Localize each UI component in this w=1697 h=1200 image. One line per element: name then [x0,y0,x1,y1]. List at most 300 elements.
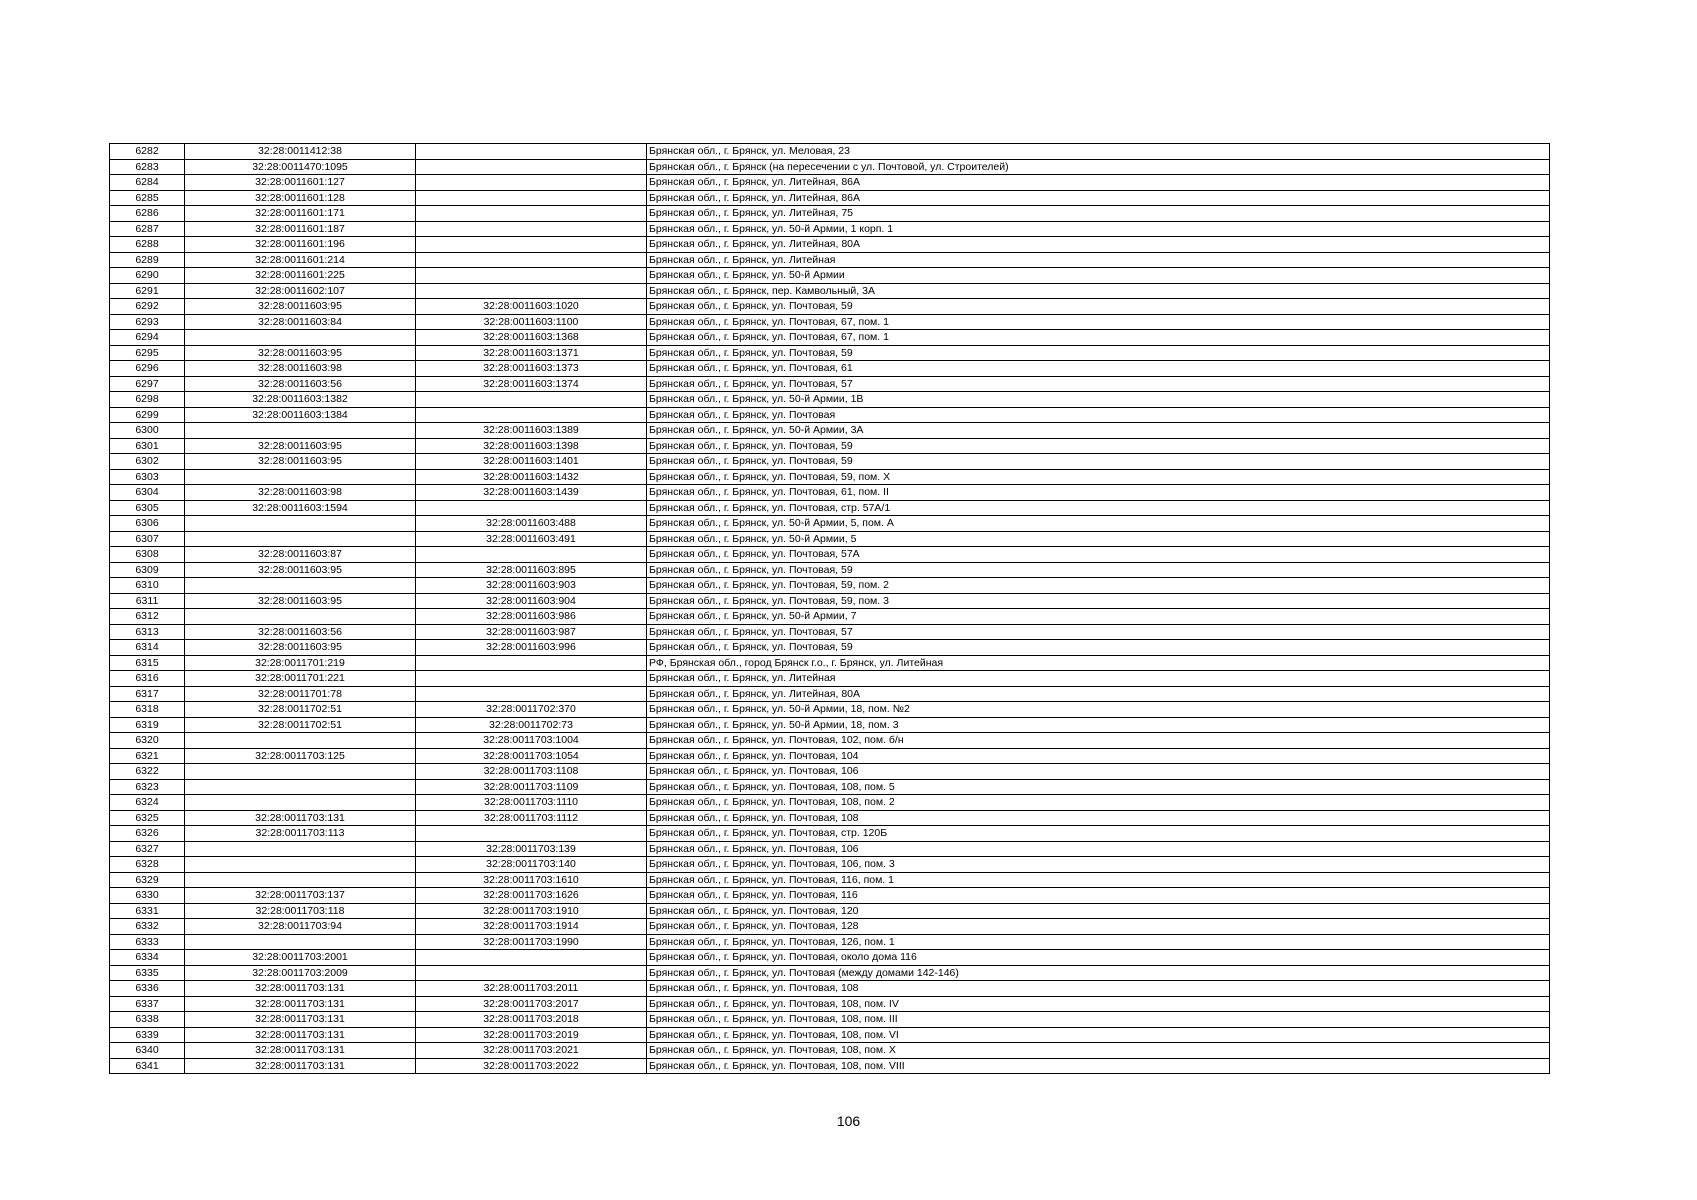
linked-cadastral-number-cell [416,221,647,237]
linked-cadastral-number-cell: 32:28:0011703:2018 [416,1012,647,1028]
linked-cadastral-number-cell [416,237,647,253]
table-row [110,376,1550,392]
linked-cadastral-number-cell: 32:28:0011703:2022 [416,1058,647,1074]
cadastral-number-cell: 32:28:0011703:131 [185,810,416,826]
row-number-cell: 6320 [110,733,185,749]
address-cell: Брянская обл., г. Брянск, ул. Почтовая, 106 [647,764,1550,780]
table-row [110,283,1550,299]
row-number-cell: 6298 [110,392,185,408]
address-cell: Брянская обл., г. Брянск, ул. Почтовая, 108 [647,810,1550,826]
cadastral-number-cell: 32:28:0011603:87 [185,547,416,563]
address-cell: Брянская обл., г. Брянск, ул. Почтовая, 59 [647,562,1550,578]
linked-cadastral-number-cell [416,655,647,671]
row-number-cell: 6299 [110,407,185,423]
cadastral-number-cell: 32:28:0011603:95 [185,299,416,315]
row-number-cell: 6290 [110,268,185,284]
row-number-cell: 6315 [110,655,185,671]
cadastral-number-cell: 32:28:0011603:98 [185,361,416,377]
linked-cadastral-number-cell: 32:28:0011603:903 [416,578,647,594]
address-cell: Брянская обл., г. Брянск, ул. Почтовая, 59, пом. 2 [647,578,1550,594]
table-row [110,717,1550,733]
address-cell: Брянская обл., г. Брянск, ул. Почтовая, 108 [647,981,1550,997]
linked-cadastral-number-cell [416,686,647,702]
row-number-cell: 6297 [110,376,185,392]
table-row [110,314,1550,330]
row-number-cell: 6287 [110,221,185,237]
address-cell: Брянская обл., г. Брянск, ул. Почтовая, 106, пом. 3 [647,857,1550,873]
address-cell: Брянская обл., г. Брянск, ул. 50-й Армии, 5, пом. А [647,516,1550,532]
row-number-cell: 6293 [110,314,185,330]
row-number-cell: 6296 [110,361,185,377]
row-number-cell: 6289 [110,252,185,268]
row-number-cell: 6323 [110,779,185,795]
linked-cadastral-number-cell: 32:28:0011603:1389 [416,423,647,439]
page-number: 106 [836,1113,861,1129]
cadastral-number-cell: 32:28:0011603:1594 [185,500,416,516]
address-cell: Брянская обл., г. Брянск, ул. Литейная, 75 [647,206,1550,222]
cadastral-number-cell: 32:28:0011703:2001 [185,950,416,966]
table-row [110,345,1550,361]
linked-cadastral-number-cell: 32:28:0011603:1398 [416,438,647,454]
table-row [110,531,1550,547]
address-cell: Брянская обл., г. Брянск, ул. Почтовая, 59, пом. 3 [647,593,1550,609]
linked-cadastral-number-cell: 32:28:0011603:1371 [416,345,647,361]
address-cell: Брянская обл., г. Брянск, ул. Литейная, 80А [647,237,1550,253]
row-number-cell: 6321 [110,748,185,764]
cadastral-number-cell: 32:28:0011412:38 [185,144,416,160]
address-cell: Брянская обл., г. Брянск, ул. Почтовая, 106 [647,841,1550,857]
linked-cadastral-number-cell [416,190,647,206]
linked-cadastral-number-cell: 32:28:0011603:1100 [416,314,647,330]
linked-cadastral-number-cell: 32:28:0011703:1914 [416,919,647,935]
table-row [110,144,1550,160]
cadastral-number-cell: 32:28:0011603:56 [185,376,416,392]
address-cell: Брянская обл., г. Брянск, ул. Почтовая, 59 [647,454,1550,470]
row-number-cell: 6295 [110,345,185,361]
row-number-cell: 6310 [110,578,185,594]
row-number-cell: 6283 [110,159,185,175]
row-number-cell: 6318 [110,702,185,718]
cadastral-number-cell: 32:28:0011703:131 [185,981,416,997]
linked-cadastral-number-cell: 32:28:0011603:996 [416,640,647,656]
cadastral-number-cell [185,779,416,795]
cadastral-number-cell: 32:28:0011703:131 [185,1027,416,1043]
table-row [110,919,1550,935]
cadastral-number-cell: 32:28:0011703:131 [185,1043,416,1059]
cadastral-number-cell [185,872,416,888]
cadastral-number-cell [185,795,416,811]
cadastral-number-cell: 32:28:0011701:219 [185,655,416,671]
table-row [110,500,1550,516]
address-cell: Брянская обл., г. Брянск, пер. Камвольный, 3А [647,283,1550,299]
cadastral-number-cell: 32:28:0011703:125 [185,748,416,764]
cadastral-number-cell: 32:28:0011603:98 [185,485,416,501]
cadastral-number-cell: 32:28:0011601:196 [185,237,416,253]
table-row [110,175,1550,191]
linked-cadastral-number-cell: 32:28:0011603:987 [416,624,647,640]
linked-cadastral-number-cell: 32:28:0011703:140 [416,857,647,873]
table-row [110,1058,1550,1074]
table-row [110,841,1550,857]
cadastral-number-cell [185,934,416,950]
cadastral-number-cell [185,764,416,780]
row-number-cell: 6340 [110,1043,185,1059]
linked-cadastral-number-cell: 32:28:0011603:904 [416,593,647,609]
table-row [110,299,1550,315]
address-cell: Брянская обл., г. Брянск, ул. Почтовая, 102, пом. б/н [647,733,1550,749]
table-row [110,454,1550,470]
row-number-cell: 6314 [110,640,185,656]
address-cell: Брянская обл., г. Брянск, ул. Литейная, 86А [647,190,1550,206]
table-row [110,1027,1550,1043]
table-row [110,221,1550,237]
cadastral-number-cell [185,423,416,439]
row-number-cell: 6286 [110,206,185,222]
cadastral-number-cell: 32:28:0011603:95 [185,562,416,578]
address-cell: Брянская обл., г. Брянск, ул. 50-й Армии, 1В [647,392,1550,408]
address-cell: Брянская обл., г. Брянск, ул. Почтовая, 120 [647,903,1550,919]
address-cell: Брянская обл., г. Брянск, ул. Почтовая, около дома 116 [647,950,1550,966]
address-cell: Брянская обл., г. Брянск, ул. Литейная, 80А [647,686,1550,702]
table-row [110,640,1550,656]
linked-cadastral-number-cell: 32:28:0011703:1910 [416,903,647,919]
address-cell: Брянская обл., г. Брянск, ул. Почтовая, 59 [647,345,1550,361]
cadastral-number-cell [185,516,416,532]
table-row [110,547,1550,563]
linked-cadastral-number-cell [416,175,647,191]
linked-cadastral-number-cell: 32:28:0011703:1109 [416,779,647,795]
row-number-cell: 6324 [110,795,185,811]
address-cell: Брянская обл., г. Брянск, ул. 50-й Армии, 18, пом. №2 [647,702,1550,718]
table-row [110,237,1550,253]
address-cell: Брянская обл., г. Брянск, ул. Почтовая, 57 [647,376,1550,392]
cadastral-number-cell [185,578,416,594]
row-number-cell: 6328 [110,857,185,873]
table-row [110,702,1550,718]
row-number-cell: 6339 [110,1027,185,1043]
row-number-cell: 6322 [110,764,185,780]
row-number-cell: 6331 [110,903,185,919]
row-number-cell: 6329 [110,872,185,888]
row-number-cell: 6284 [110,175,185,191]
table-row [110,578,1550,594]
table-row [110,748,1550,764]
row-number-cell: 6285 [110,190,185,206]
address-cell: Брянская обл., г. Брянск, ул. Почтовая, 59 [647,299,1550,315]
linked-cadastral-number-cell: 32:28:0011703:1626 [416,888,647,904]
address-cell: Брянская обл., г. Брянск, ул. Почтовая, 108, пом. VI [647,1027,1550,1043]
address-cell: Брянская обл., г. Брянск, ул. 50-й Армии [647,268,1550,284]
linked-cadastral-number-cell: 32:28:0011703:1004 [416,733,647,749]
table-row [110,624,1550,640]
linked-cadastral-number-cell [416,283,647,299]
row-number-cell: 6303 [110,469,185,485]
address-cell: Брянская обл., г. Брянск, ул. Почтовая, 108, пом. 2 [647,795,1550,811]
linked-cadastral-number-cell [416,144,647,160]
linked-cadastral-number-cell [416,965,647,981]
linked-cadastral-number-cell: 32:28:0011703:1054 [416,748,647,764]
cadastral-number-cell: 32:28:0011603:95 [185,640,416,656]
table-row [110,981,1550,997]
cadastral-number-cell: 32:28:0011601:187 [185,221,416,237]
address-cell: Брянская обл., г. Брянск, ул. Почтовая, 61 [647,361,1550,377]
row-number-cell: 6288 [110,237,185,253]
address-cell: Брянская обл., г. Брянск, ул. Почтовая, стр. 120Б [647,826,1550,842]
address-cell: РФ, Брянская обл., город Брянск г.о., г. Брянск, ул. Литейная [647,655,1550,671]
cadastral-number-cell: 32:28:0011703:2009 [185,965,416,981]
cadastral-number-cell: 32:28:0011603:95 [185,438,416,454]
table-row [110,252,1550,268]
cadastral-number-cell: 32:28:0011603:95 [185,454,416,470]
table-row [110,795,1550,811]
table-row [110,392,1550,408]
linked-cadastral-number-cell: 32:28:0011703:2011 [416,981,647,997]
table-row [110,206,1550,222]
cadastral-number-cell: 32:28:0011701:78 [185,686,416,702]
linked-cadastral-number-cell [416,252,647,268]
cadastral-number-cell: 32:28:0011703:113 [185,826,416,842]
linked-cadastral-number-cell: 32:28:0011703:1110 [416,795,647,811]
address-cell: Брянская обл., г. Брянск, ул. Почтовая, 108, пом. III [647,1012,1550,1028]
table-row [110,361,1550,377]
address-cell: Брянская обл., г. Брянск, ул. Почтовая, 108, пом. 5 [647,779,1550,795]
linked-cadastral-number-cell: 32:28:0011603:895 [416,562,647,578]
cadastral-number-cell: 32:28:0011703:131 [185,1012,416,1028]
linked-cadastral-number-cell [416,950,647,966]
cadastral-number-cell: 32:28:0011703:137 [185,888,416,904]
table-row [110,593,1550,609]
linked-cadastral-number-cell: 32:28:0011703:2017 [416,996,647,1012]
address-cell: Брянская обл., г. Брянск, ул. Литейная [647,671,1550,687]
cadastral-number-cell: 32:28:0011603:1384 [185,407,416,423]
table-row [110,1043,1550,1059]
linked-cadastral-number-cell: 32:28:0011603:1374 [416,376,647,392]
address-cell: Брянская обл., г. Брянск, ул. Почтовая, 67, пом. 1 [647,314,1550,330]
linked-cadastral-number-cell: 32:28:0011603:1020 [416,299,647,315]
row-number-cell: 6305 [110,500,185,516]
linked-cadastral-number-cell [416,268,647,284]
row-number-cell: 6292 [110,299,185,315]
linked-cadastral-number-cell: 32:28:0011603:491 [416,531,647,547]
address-cell: Брянская обл., г. Брянск, ул. Почтовая, 116 [647,888,1550,904]
linked-cadastral-number-cell [416,671,647,687]
cadastral-number-cell [185,609,416,625]
row-number-cell: 6306 [110,516,185,532]
linked-cadastral-number-cell: 32:28:0011702:73 [416,717,647,733]
row-number-cell: 6301 [110,438,185,454]
address-cell: Брянская обл., г. Брянск, ул. Меловая, 23 [647,144,1550,160]
row-number-cell: 6333 [110,934,185,950]
cadastral-number-cell [185,330,416,346]
cadastral-number-cell: 32:28:0011703:131 [185,1058,416,1074]
cadastral-number-cell: 32:28:0011703:118 [185,903,416,919]
table-row [110,485,1550,501]
address-cell: Брянская обл., г. Брянск, ул. Почтовая, 108, пом. IV [647,996,1550,1012]
linked-cadastral-number-cell [416,392,647,408]
address-cell: Брянская обл., г. Брянск, ул. Почтовая, 57А [647,547,1550,563]
row-number-cell: 6335 [110,965,185,981]
linked-cadastral-number-cell [416,159,647,175]
address-cell: Брянская обл., г. Брянск, ул. Почтовая, 59 [647,438,1550,454]
linked-cadastral-number-cell: 32:28:0011703:1108 [416,764,647,780]
row-number-cell: 6307 [110,531,185,547]
linked-cadastral-number-cell [416,826,647,842]
address-cell: Брянская обл., г. Брянск, ул. Почтовая, стр. 57А/1 [647,500,1550,516]
cadastral-number-cell: 32:28:0011601:128 [185,190,416,206]
table-row [110,686,1550,702]
linked-cadastral-number-cell: 32:28:0011703:2019 [416,1027,647,1043]
linked-cadastral-number-cell: 32:28:0011703:1990 [416,934,647,950]
row-number-cell: 6291 [110,283,185,299]
linked-cadastral-number-cell: 32:28:0011603:488 [416,516,647,532]
row-number-cell: 6304 [110,485,185,501]
table-row [110,934,1550,950]
address-cell: Брянская обл., г. Брянск, ул. Почтовая, 67, пом. 1 [647,330,1550,346]
linked-cadastral-number-cell: 32:28:0011703:1112 [416,810,647,826]
table-row [110,826,1550,842]
linked-cadastral-number-cell [416,407,647,423]
table-row [110,733,1550,749]
address-cell: Брянская обл., г. Брянск, ул. 50-й Армии, 7 [647,609,1550,625]
row-number-cell: 6327 [110,841,185,857]
cadastral-number-cell: 32:28:0011703:94 [185,919,416,935]
row-number-cell: 6317 [110,686,185,702]
table-row [110,779,1550,795]
table-row [110,888,1550,904]
table-row [110,423,1550,439]
table-row [110,903,1550,919]
table-row [110,764,1550,780]
table-row [110,950,1550,966]
table-row [110,438,1550,454]
cadastral-number-cell: 32:28:0011702:51 [185,702,416,718]
row-number-cell: 6316 [110,671,185,687]
row-number-cell: 6341 [110,1058,185,1074]
linked-cadastral-number-cell: 32:28:0011703:1610 [416,872,647,888]
address-cell: Брянская обл., г. Брянск, ул. Почтовая [647,407,1550,423]
row-number-cell: 6313 [110,624,185,640]
table-row [110,469,1550,485]
row-number-cell: 6319 [110,717,185,733]
row-number-cell: 6332 [110,919,185,935]
row-number-cell: 6300 [110,423,185,439]
cadastral-number-cell: 32:28:0011601:171 [185,206,416,222]
row-number-cell: 6334 [110,950,185,966]
row-number-cell: 6330 [110,888,185,904]
table-row [110,159,1550,175]
linked-cadastral-number-cell: 32:28:0011603:1373 [416,361,647,377]
address-cell: Брянская обл., г. Брянск, ул. 50-й Армии, 5 [647,531,1550,547]
address-cell: Брянская обл., г. Брянск, ул. 50-й Армии, 18, пом. 3 [647,717,1550,733]
table-row [110,516,1550,532]
address-cell: Брянская обл., г. Брянск (на пересечении с ул. Почтовой, ул. Строителей) [647,159,1550,175]
row-number-cell: 6309 [110,562,185,578]
row-number-cell: 6302 [110,454,185,470]
row-number-cell: 6325 [110,810,185,826]
registry-table [109,143,1550,1074]
cadastral-number-cell: 32:28:0011603:56 [185,624,416,640]
cadastral-number-cell [185,733,416,749]
cadastral-number-cell [185,841,416,857]
linked-cadastral-number-cell: 32:28:0011603:1439 [416,485,647,501]
table-row [110,996,1550,1012]
address-cell: Брянская обл., г. Брянск, ул. Почтовая, 59, пом. Х [647,469,1550,485]
address-cell: Брянская обл., г. Брянск, ул. 50-й Армии, 1 корп. 1 [647,221,1550,237]
table-row [110,562,1550,578]
row-number-cell: 6326 [110,826,185,842]
linked-cadastral-number-cell [416,500,647,516]
table-row [110,1012,1550,1028]
address-cell: Брянская обл., г. Брянск, ул. Почтовая, 128 [647,919,1550,935]
cadastral-number-cell: 32:28:0011601:225 [185,268,416,284]
cadastral-number-cell [185,469,416,485]
row-number-cell: 6312 [110,609,185,625]
linked-cadastral-number-cell: 32:28:0011603:1401 [416,454,647,470]
address-cell: Брянская обл., г. Брянск, ул. Литейная [647,252,1550,268]
cadastral-number-cell: 32:28:0011701:221 [185,671,416,687]
table-row [110,810,1550,826]
row-number-cell: 6311 [110,593,185,609]
table-row [110,330,1550,346]
row-number-cell: 6337 [110,996,185,1012]
address-cell: Брянская обл., г. Брянск, ул. Почтовая (между домами 142-146) [647,965,1550,981]
address-cell: Брянская обл., г. Брянск, ул. Почтовая, 57 [647,624,1550,640]
table-row [110,609,1550,625]
table-row [110,965,1550,981]
cadastral-number-cell: 32:28:0011603:1382 [185,392,416,408]
linked-cadastral-number-cell: 32:28:0011703:2021 [416,1043,647,1059]
table-row [110,655,1550,671]
cadastral-number-cell [185,857,416,873]
row-number-cell: 6338 [110,1012,185,1028]
linked-cadastral-number-cell: 32:28:0011703:139 [416,841,647,857]
cadastral-number-cell: 32:28:0011702:51 [185,717,416,733]
table-row [110,268,1550,284]
row-number-cell: 6336 [110,981,185,997]
address-cell: Брянская обл., г. Брянск, ул. Почтовая, 116, пом. 1 [647,872,1550,888]
table-row [110,190,1550,206]
cadastral-number-cell: 32:28:0011602:107 [185,283,416,299]
cadastral-number-cell: 32:28:0011601:214 [185,252,416,268]
cadastral-number-cell: 32:28:0011603:84 [185,314,416,330]
cadastral-number-cell [185,531,416,547]
cadastral-number-cell: 32:28:0011603:95 [185,593,416,609]
table-row [110,407,1550,423]
cadastral-number-cell: 32:28:0011603:95 [185,345,416,361]
address-cell: Брянская обл., г. Брянск, ул. Почтовая, 108, пом. VIII [647,1058,1550,1074]
registry-table-body [110,144,1550,1074]
address-cell: Брянская обл., г. Брянск, ул. 50-й Армии, 3А [647,423,1550,439]
linked-cadastral-number-cell: 32:28:0011603:1432 [416,469,647,485]
linked-cadastral-number-cell: 32:28:0011702:370 [416,702,647,718]
cadastral-number-cell: 32:28:0011703:131 [185,996,416,1012]
linked-cadastral-number-cell [416,206,647,222]
linked-cadastral-number-cell: 32:28:0011603:986 [416,609,647,625]
address-cell: Брянская обл., г. Брянск, ул. Почтовая, 61, пом. II [647,485,1550,501]
table-row [110,671,1550,687]
cadastral-number-cell: 32:28:0011601:127 [185,175,416,191]
cadastral-number-cell: 32:28:0011470:1095 [185,159,416,175]
linked-cadastral-number-cell [416,547,647,563]
row-number-cell: 6282 [110,144,185,160]
address-cell: Брянская обл., г. Брянск, ул. Литейная, 86А [647,175,1550,191]
row-number-cell: 6294 [110,330,185,346]
table-row [110,857,1550,873]
linked-cadastral-number-cell: 32:28:0011603:1368 [416,330,647,346]
address-cell: Брянская обл., г. Брянск, ул. Почтовая, 59 [647,640,1550,656]
address-cell: Брянская обл., г. Брянск, ул. Почтовая, 108, пом. Х [647,1043,1550,1059]
address-cell: Брянская обл., г. Брянск, ул. Почтовая, 104 [647,748,1550,764]
